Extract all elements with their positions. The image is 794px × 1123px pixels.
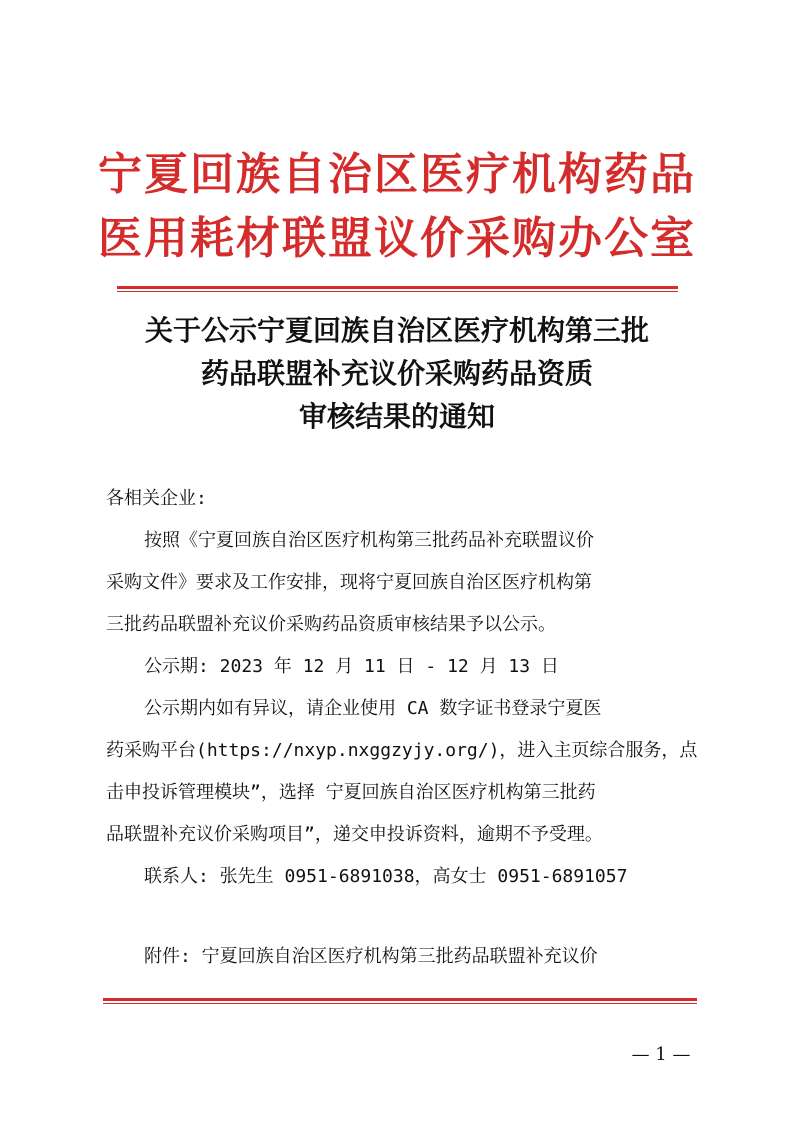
attachment-line: 附件: 宁夏回族自治区医疗机构第三批药品联盟补充议价 — [144, 946, 598, 967]
footer-rule-thick — [103, 998, 697, 1001]
paragraph-2-line-4: 品联盟补充议价采购项目”，递交申投诉资料，逾期不予受理。 — [106, 824, 603, 845]
publicity-period: 公示期: 2023 年 12 月 11 日 - 12 月 13 日 — [144, 656, 559, 677]
page-number: — 1 — — [631, 1044, 691, 1065]
notice-title-line-3: 审核结果的通知 — [298, 400, 495, 433]
paragraph-2-line-2: 药采购平台(https://nxyp.nxggzyjy.org/)，进入主页综合服务，点 — [106, 740, 698, 761]
issuer-name-line-1: 宁夏回族自治区医疗机构药品 — [98, 149, 696, 200]
notice-title-line-2: 药品联盟补充议价采购药品资质 — [200, 357, 593, 390]
issuer-name-line-2: 医用耗材联盟议价采购办公室 — [98, 213, 696, 264]
paragraph-1-line-3: 三批药品联盟补充议价采购药品资质审核结果予以公示。 — [106, 614, 556, 635]
footer-rule-thin — [103, 1003, 697, 1004]
red-rule-thick — [117, 286, 678, 289]
paragraph-2-line-3: 击申投诉管理模块”，选择 宁夏回族自治区医疗机构第三批药 — [106, 782, 596, 803]
paragraph-1-line-2: 采购文件》要求及工作安排，现将宁夏回族自治区医疗机构第 — [106, 572, 592, 593]
paragraph-2-line-1: 公示期内如有异议，请企业使用 CA 数字证书登录宁夏医 — [144, 698, 602, 719]
salutation: 各相关企业: — [106, 488, 207, 509]
notice-title-line-1: 关于公示宁夏回族自治区医疗机构第三批 — [144, 314, 649, 347]
footer-red-rule — [103, 998, 697, 1004]
paragraph-1-line-1: 按照《宁夏回族自治区医疗机构第三批药品补充联盟议价 — [144, 530, 594, 551]
contact-info: 联系人: 张先生 0951-6891038，高女士 0951-6891057 — [144, 866, 628, 887]
red-rule-thin — [117, 291, 678, 292]
header-red-rule — [117, 286, 678, 292]
